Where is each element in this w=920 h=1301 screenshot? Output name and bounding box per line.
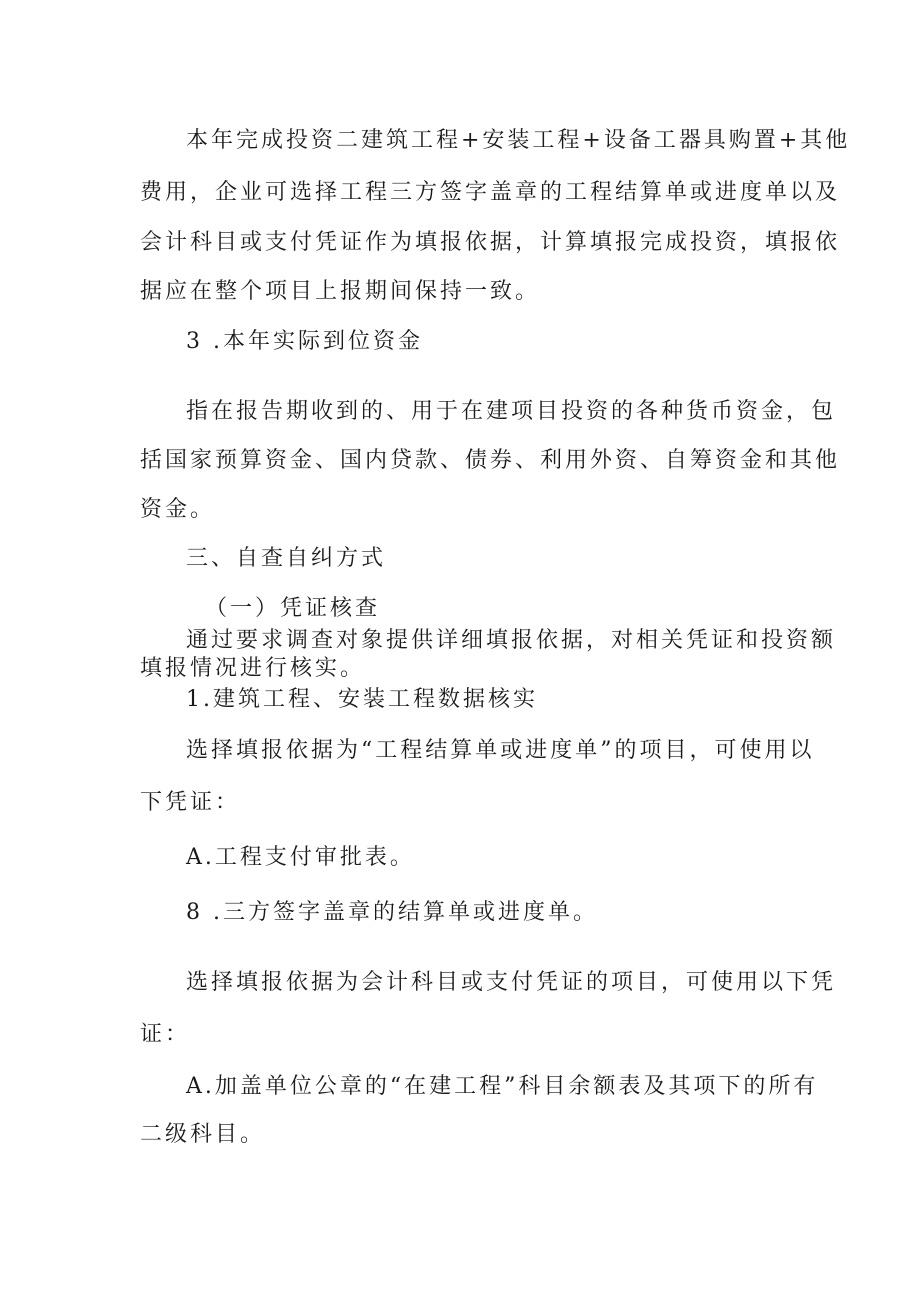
paragraph-funds-line-1: 指在报告期收到的、用于在建项目投资的各种货币资金，包	[186, 399, 837, 424]
paragraph-accounting-line-1: 选择填报依据为会计科目或支付凭证的项目，可使用以下凭	[186, 970, 837, 995]
paragraph-funds-line-2: 括国家预算资金、国内贷款、债券、利用外资、自筹资金和其他	[140, 448, 841, 473]
paragraph-funds-line-3: 资金。	[140, 497, 216, 522]
subsection-heading-voucher-check: （一）凭证核查	[205, 596, 381, 621]
paragraph-verify-line-1: 通过要求调查对象提供详细填报依据，对相关凭证和投资额	[186, 628, 837, 653]
paragraph-investment-line-4: 据应在整个项目上报期间保持一致。	[140, 279, 541, 304]
paragraph-investment-line-1: 本年完成投资二建筑工程+安装工程+设备工器具购置+其他	[186, 128, 851, 153]
list-item-a-balance-sheet-line-2: 二级科目。	[140, 1122, 266, 1147]
section-heading-self-check: 三、自查自纠方式	[186, 546, 387, 571]
paragraph-accounting-line-2: 证：	[140, 1022, 191, 1047]
paragraph-settlement-line-1: 选择填报依据为“工程结算单或进度单”的项目，可使用以	[186, 738, 815, 763]
paragraph-verify-line-2: 填报情况进行核实。	[140, 656, 366, 681]
item-heading-construction-data: 1.建筑工程、安装工程数据核实	[186, 687, 538, 712]
paragraph-investment-line-2: 费用，企业可选择工程三方签字盖章的工程结算单或进度单以及	[140, 180, 841, 205]
list-item-a-balance-sheet-line-1: A.加盖单位公章的“在建工程”科目余额表及其项下的所有	[186, 1074, 819, 1099]
list-item-a-payment-approval: A.工程支付审批表。	[186, 845, 415, 870]
heading-funds-in-place: 3 .本年实际到位资金	[186, 329, 423, 354]
paragraph-settlement-line-2: 下凭证：	[140, 790, 241, 815]
paragraph-investment-line-3: 会计科目或支付凭证作为填报依据，计算填报完成投资，填报依	[140, 230, 841, 255]
list-item-8-settlement-sheet: 8 .三方签字盖章的结算单或进度单。	[186, 900, 598, 925]
